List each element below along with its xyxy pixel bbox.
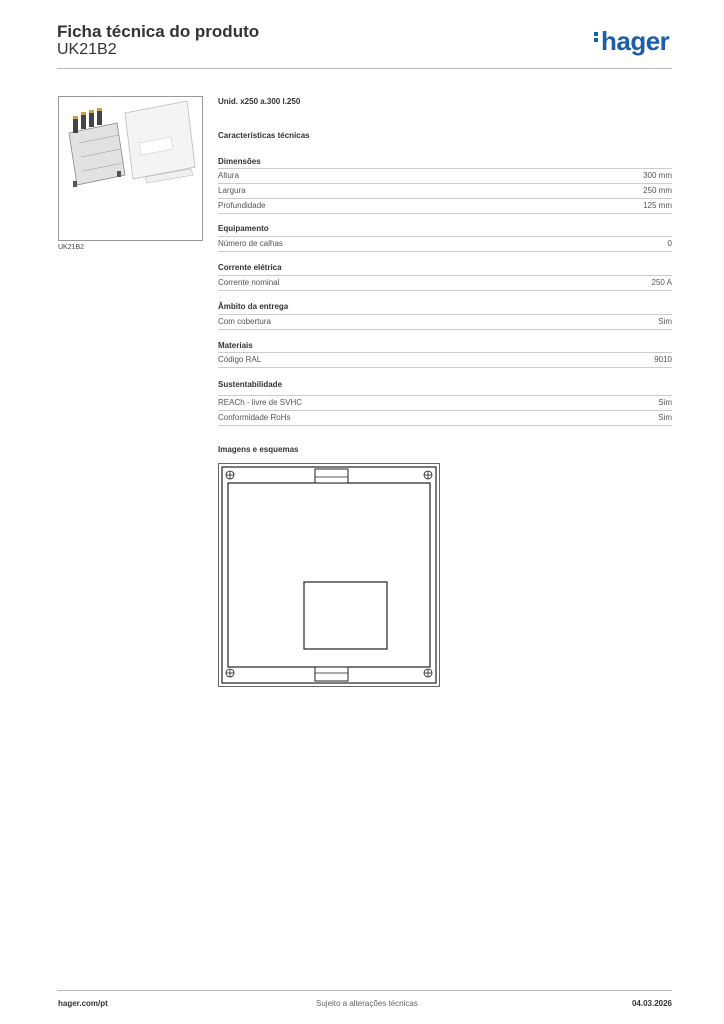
group-title-sustainability: Sustentabilidade: [218, 380, 283, 389]
header-title: Ficha técnica do produto: [57, 22, 260, 41]
spec-row: [218, 410, 672, 426]
product-photo: [58, 96, 203, 241]
logo-dots-icon: [594, 30, 599, 44]
spec-value: Sim: [658, 413, 672, 422]
spec-label: Largura: [218, 186, 246, 195]
spec-label: REACh - livre de SVHC: [218, 398, 303, 407]
hager-logo: hager: [594, 26, 669, 57]
spec-value: 125 mm: [643, 201, 672, 210]
spec-row: [218, 183, 672, 198]
spec-label: Profundidade: [218, 201, 266, 210]
group-title-materials: Materiais: [218, 341, 253, 350]
spec-row: [218, 236, 672, 252]
spec-label: Número de calhas: [218, 239, 283, 248]
spec-label: Altura: [218, 171, 239, 180]
spec-value: 300 mm: [643, 171, 672, 180]
tech-characteristics-title: Características técnicas: [218, 131, 310, 140]
footer-divider: [57, 990, 672, 991]
footer-date: 04.03.2026: [631, 999, 672, 1008]
spec-row: [218, 314, 672, 330]
photo-caption: UK21B2: [58, 244, 85, 251]
spec-row: [218, 198, 672, 214]
unit-line: Unid. x250 a.300 l.250: [218, 97, 301, 106]
spec-row: [218, 168, 672, 183]
spec-value: 9010: [654, 355, 672, 364]
footer-website-link[interactable]: hager.com/pt: [58, 999, 108, 1008]
spec-row: [218, 352, 672, 368]
spec-row: [218, 275, 672, 291]
spec-value: 250 A: [651, 278, 672, 287]
product-code: UK21B2: [57, 41, 117, 58]
footer-notice: Sujeito a alterações técnicas: [316, 999, 418, 1008]
spec-row: [218, 395, 672, 410]
group-title-delivery-scope: Âmbito da entrega: [218, 302, 289, 311]
group-title-dimensions: Dimensões: [218, 157, 261, 166]
spec-value: 250 mm: [643, 186, 672, 195]
spec-label: Código RAL: [218, 355, 262, 364]
spec-label: Com cobertura: [218, 317, 271, 326]
spec-value: 0: [667, 239, 672, 248]
group-title-electric-current: Corrente elétrica: [218, 263, 282, 272]
technical-drawing: [218, 463, 440, 687]
product-photo-illustration: [59, 97, 202, 240]
images-title: Imagens e esquemas: [218, 445, 299, 454]
enclosure-schematic: [218, 463, 440, 687]
spec-value: Sim: [658, 317, 672, 326]
spec-label: Conformidade RoHs: [218, 413, 291, 422]
group-title-equipment: Equipamento: [218, 224, 269, 233]
spec-value: Sim: [658, 398, 672, 407]
header-divider: [57, 68, 672, 69]
spec-label: Corrente nominal: [218, 278, 280, 287]
